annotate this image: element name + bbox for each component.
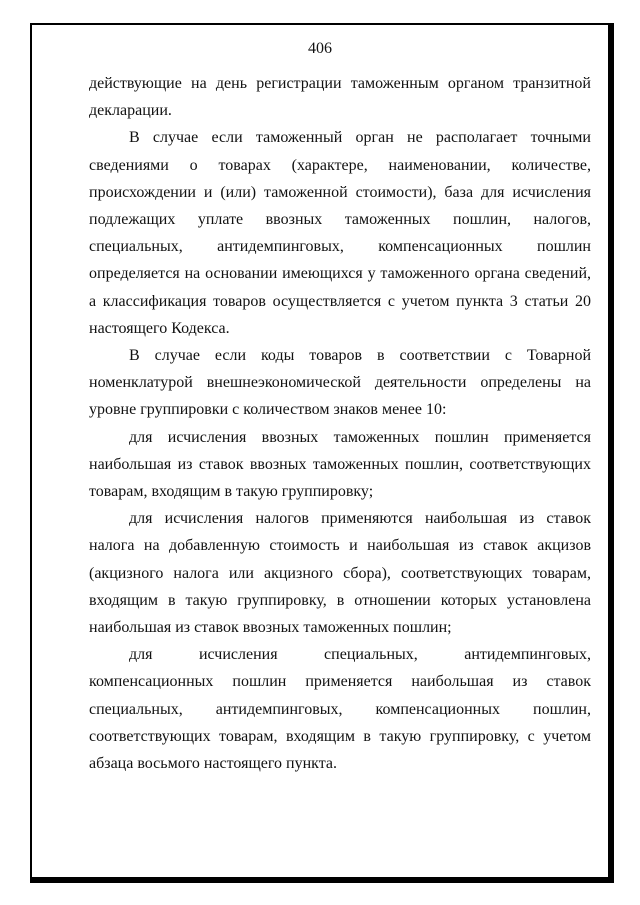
paragraph: для исчисления специальных, антидемпинговых, компенсационных пошлин применяется наибольшая из ставок специальных, антидемпинговых, компенсационных пошлин, соответствующих товарам, входящим в такую группировку, с учетом абзаца восьмого настоящего пункта. xyxy=(89,646,591,773)
paragraph-continuation: действующие на день регистрации таможенным органом транзитной декларации. xyxy=(89,75,591,120)
paragraph: для исчисления ввозных таможенных пошлин применяется наибольшая из ставок ввозных таможенных пошлин, соответствующих товарам, входящим в такую группировку; xyxy=(89,428,591,501)
paragraph: В случае если коды товаров в соответствии с Товарной номенклатурой внешнеэкономической деятельности определены на уровне группировки с количеством знаков менее 10: xyxy=(89,347,591,419)
page-frame xyxy=(30,23,614,883)
page-number: 406 xyxy=(308,40,332,57)
paragraph: для исчисления налогов применяются наибольшая из ставок налога на добавленную стоимость и наибольшая из ставок акцизов (акцизного налога или акцизного сбора), соответствующих товарам, входящим в такую группировку, в отношении которых установлена наибольшая из ставок ввозных таможенных пошлин; xyxy=(89,510,591,637)
document-body xyxy=(89,70,591,777)
paragraph: В случае если таможенный орган не располагает точными сведениями о товарах (характере, наименовании, количестве, происхождении и (или) таможенной стоимости), база для исчисления подлежащих уплате ввозных таможенных пошлин, налогов, специальных, антидемпинговых, компенсационных пошлин определяется на основании имеющихся у таможенного органа сведений, а классификация товаров осуществляется с учетом пункта 3 статьи 20 настоящего Кодекса. xyxy=(89,129,591,337)
